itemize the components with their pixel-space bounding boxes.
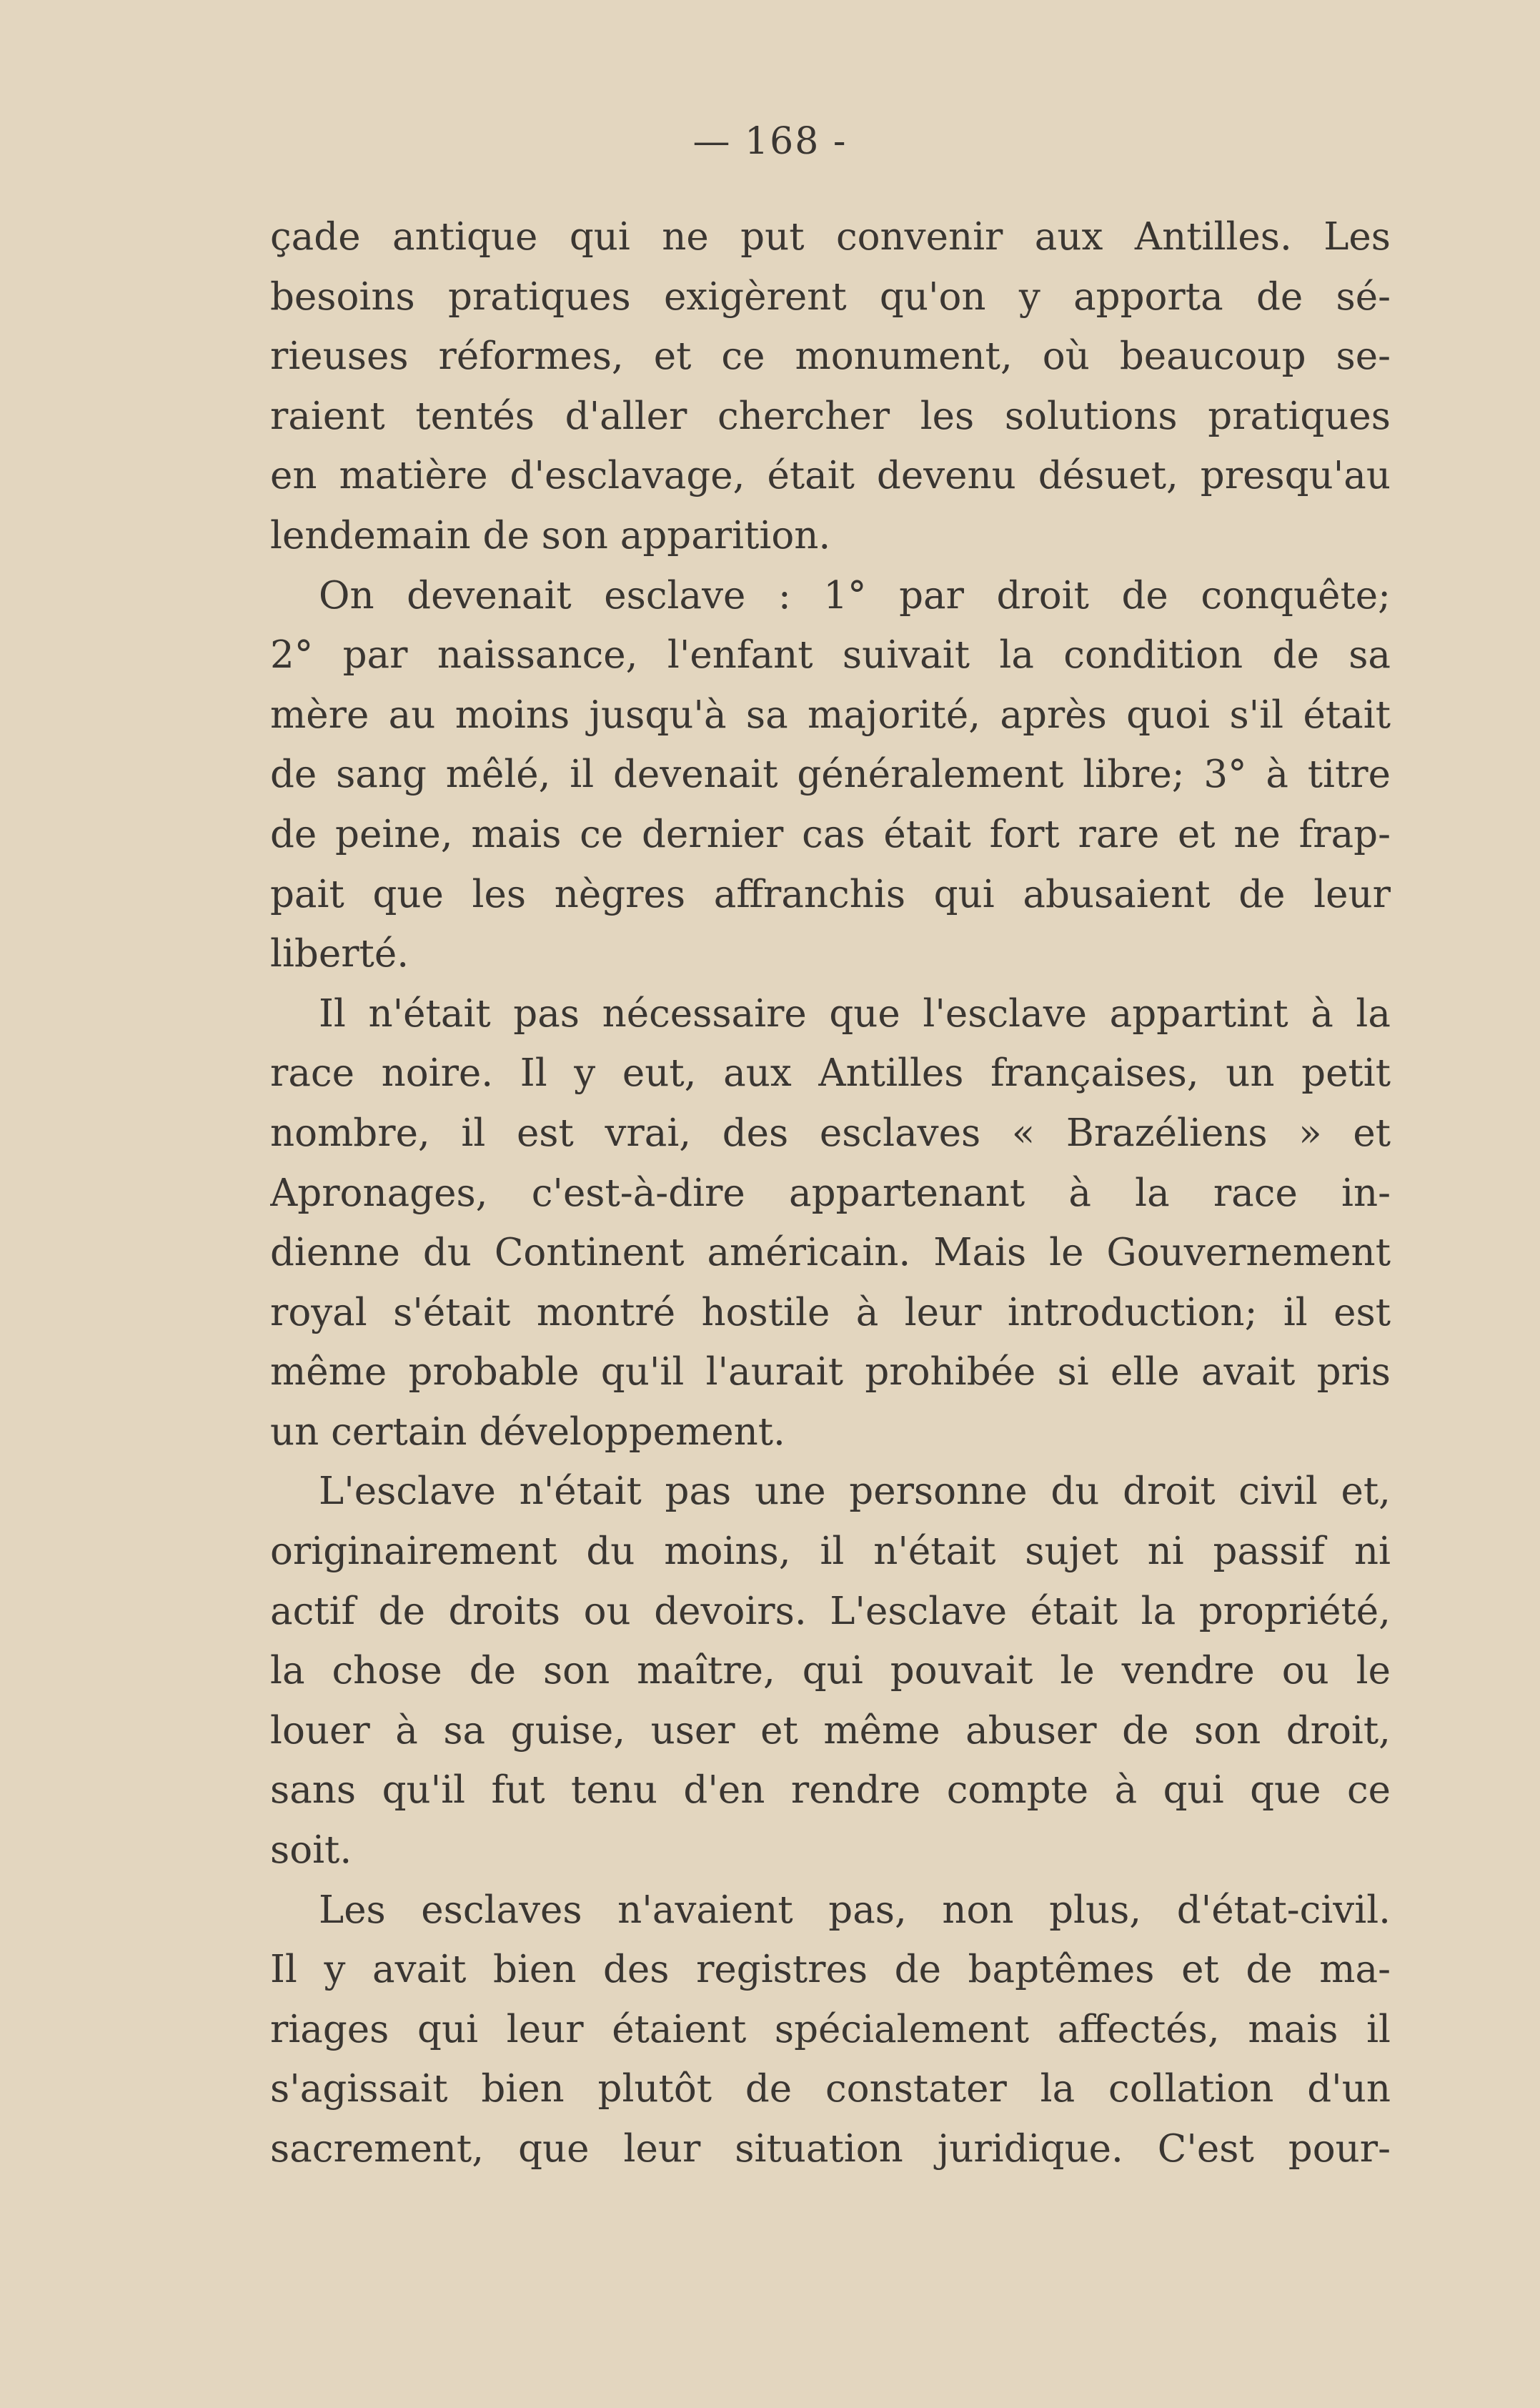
text-line: raient tentés d'aller chercher les solutions pratiques [270,394,1391,438]
text-line: même probable qu'il l'aurait prohibée si elle avait pris [270,1350,1391,1394]
text-line: dienne du Continent américain. Mais le Gouvernement [270,1231,1391,1275]
text-line: 2° par naissance, l'enfant suivait la condition de sa [270,633,1391,678]
text-line: pait que les nègres affranchis qui abusaient de leur [270,872,1391,916]
text-line: s'agissait bien plutôt de constater la collation d'un [270,2067,1391,2111]
page-number: — 168 - [692,120,848,163]
text-line: soit. [270,1828,352,1873]
text-line: Apronages, c'est-à-dire appartenant à la race in- [270,1171,1391,1215]
text-line: besoins pratiques exigèrent qu'on y apporta de sé- [270,274,1391,319]
text-line: liberté. [270,932,409,976]
text-line: sans qu'il fut tenu d'en rendre compte à qui que ce [270,1768,1391,1813]
text-line: de sang mêlé, il devenait généralement libre; 3° à titre [270,753,1391,797]
text-line: originairement du moins, il n'était sujet ni passif ni [270,1530,1391,1574]
text-line: rieuses réformes, et ce monument, où beaucoup se- [270,335,1391,379]
text-line: de peine, mais ce dernier cas était fort rare et ne frap- [270,812,1391,856]
text-line: L'esclave n'était pas une personne du droit civil et, [319,1470,1391,1514]
text-line: nombre, il est vrai, des esclaves « Brazéliens » et [270,1111,1391,1155]
text-line: riages qui leur étaient spécialement affectés, mais il [270,2007,1391,2051]
text-line: royal s'était montré hostile à leur introduction; il est [270,1290,1391,1334]
text-line: Il y avait bien des registres de baptêmes et de ma- [270,1948,1391,1992]
text-line: actif de droits ou devoirs. L'esclave était la propriété, [270,1589,1391,1633]
text-line: un certain développement. [270,1409,785,1454]
text-line: mère au moins jusqu'à sa majorité, après quoi s'il était [270,693,1391,737]
text-line: Il n'était pas nécessaire que l'esclave appartint à la [319,991,1391,1036]
body-text [270,207,1391,2179]
text-line: louer à sa guise, user et même abuser de son droit, [270,1708,1391,1753]
text-line: en matière d'esclavage, était devenu désuet, presqu'au [270,454,1391,498]
text-line: On devenait esclave : 1° par droit de conquête; [319,573,1391,618]
text-line: Les esclaves n'avaient pas, non plus, d'état-civil. [319,1888,1391,1932]
text-line: race noire. Il y eut, aux Antilles françaises, un petit [270,1051,1391,1096]
text-line: çade antique qui ne put convenir aux Antilles. Les [270,215,1391,259]
text-line: lendemain de son apparition. [270,513,831,558]
text-line: sacrement, que leur situation juridique. C'est pour- [270,2127,1391,2171]
text-line: la chose de son maître, qui pouvait le vendre ou le [270,1649,1391,1693]
